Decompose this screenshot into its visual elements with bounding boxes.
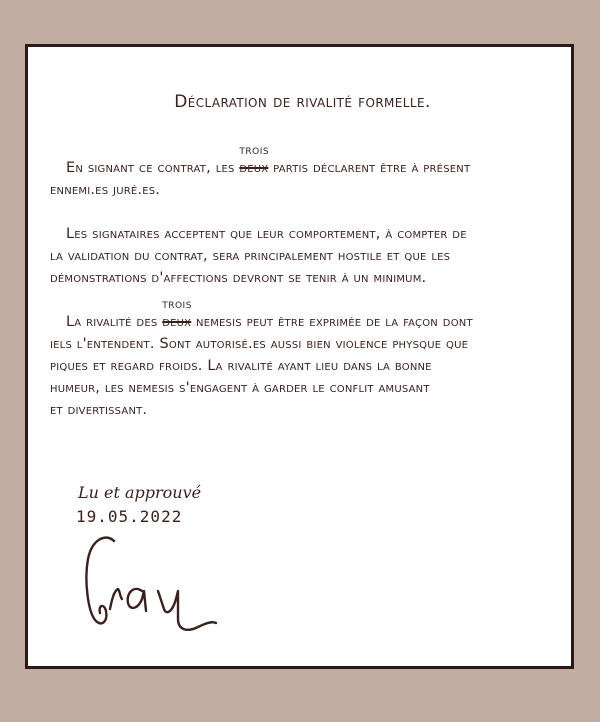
signature-date: 19.05.2022 <box>76 507 183 526</box>
signature-stroke <box>128 589 146 611</box>
contract-sheet <box>25 44 574 669</box>
correction-word: trois <box>162 297 192 312</box>
paragraph-signing <box>50 143 560 201</box>
signature-drawing <box>80 529 220 639</box>
paragraph-rivalry-line: piques et regard froids. La rivalité ayant lieu dans la bonne <box>50 358 432 374</box>
struck-word: deux <box>239 160 269 176</box>
paragraph-signing-line-1: En signant ce contrat, les deux trois partis déclarent être à présent <box>50 157 560 179</box>
paragraph-rivalry <box>50 297 560 421</box>
signature-stroke <box>86 538 114 624</box>
party-count-correction <box>239 143 270 179</box>
paragraph-signing-line-2: ennemi.es juré.es. <box>50 182 161 198</box>
contract-title: Déclaration de rivalité formelle. <box>174 92 431 112</box>
signature-stroke <box>158 591 216 630</box>
signature <box>80 529 220 639</box>
paragraph-behavior-line: la validation du contrat, sera principalement hostile et que les <box>50 248 451 264</box>
struck-word: deux <box>162 314 192 330</box>
correction-word: trois <box>239 143 270 158</box>
paragraph-rivalry-line: humeur, les nemesis s'engagent à garder le conflit amusant <box>50 380 430 396</box>
paragraph-rivalry-line: La rivalité des deux trois nemesis peut être exprimée de la façon dont <box>50 311 560 333</box>
signature-stroke <box>110 589 122 609</box>
paragraph-behavior <box>50 223 560 289</box>
paragraph-rivalry-line: et divertissant. <box>50 402 148 418</box>
paragraph-behavior-line: Les signataires acceptent que leur comportement, à compter de <box>66 226 467 242</box>
paragraph-behavior-line: démonstrations d'affections devront se tenir à un minimum. <box>50 270 427 286</box>
party-count-correction <box>162 297 192 333</box>
approval-note: Lu et approuvé <box>78 483 202 502</box>
paragraph-rivalry-line: iels l'entendent. Sont autorisé.es aussi bien violence physque que <box>50 336 469 352</box>
